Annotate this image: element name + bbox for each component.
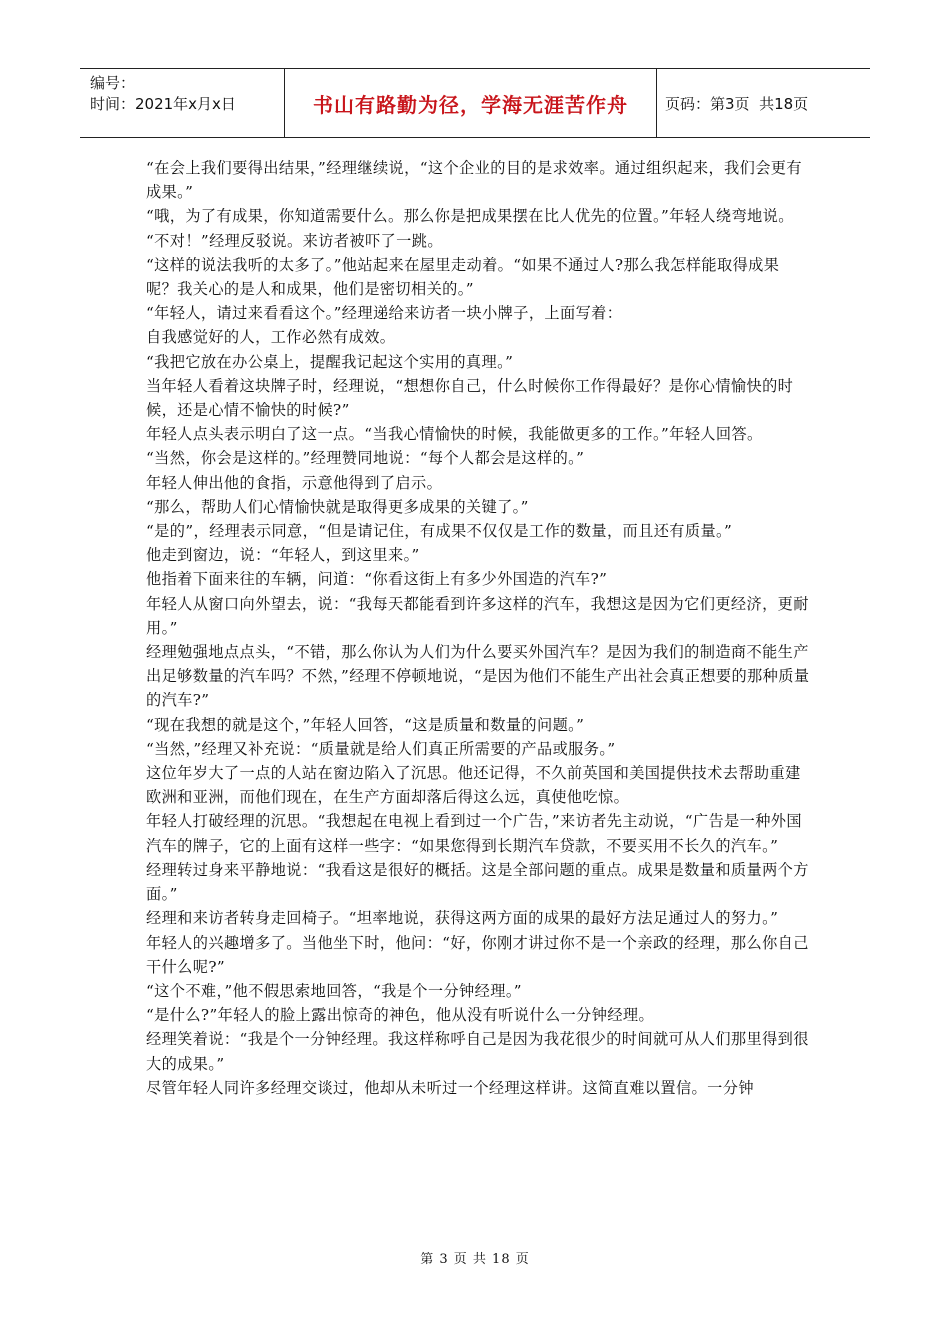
document-date: 时间：2021年x月x日 — [90, 95, 236, 113]
page-footer: 第 3 页 共 18 页 — [420, 1252, 530, 1267]
body-paragraph: 经理笑着说：“我是个一分钟经理。我这样称呼自己是因为我花很少的时间就可从人们那里得到很大的成果。” — [146, 1030, 809, 1073]
document-body — [146, 156, 810, 1100]
document-number-label: 编号： — [90, 74, 136, 92]
body-paragraph: 这位年岁大了一点的人站在窗边陷入了沉思。他还记得，不久前英国和美国提供技术去帮助重建欧洲和亚洲，而他们现在，在生产方面却落后得这么远，真使他吃惊。 — [146, 764, 801, 807]
body-paragraph: 年轻人伸出他的食指，示意他得到了启示。 — [146, 473, 443, 492]
body-paragraph: “那么，帮助人们心情愉快就是取得更多成果的关键了。” — [146, 497, 529, 516]
body-paragraph: 他指着下面来往的车辆，问道：“你看这街上有多少外国造的汽车?” — [146, 570, 608, 589]
header-motto: 书山有路勤为径，学海无涯苦作舟 — [285, 69, 657, 137]
body-paragraph: 经理转过身来平静地说：“我看这是很好的概括。这是全部问题的重点。成果是数量和质量两个方面。” — [146, 860, 809, 904]
body-paragraph: “不对！”经理反驳说。来访者被吓了一跳。 — [146, 231, 443, 250]
body-paragraph: “哦，为了有成果，你知道需要什么。那么你是把成果摆在比人优先的位置。”年轻人绕弯地说。 — [146, 207, 794, 226]
body-paragraph: “我把它放在办公桌上，提醒我记起这个实用的真理。” — [146, 352, 514, 371]
header-meta — [80, 69, 285, 137]
header-page-info: 页码：第3页 共18页 — [665, 94, 809, 113]
body-paragraph: “在会上我们要得出结果，”经理继续说，“这个企业的目的是求效率。通过组织起来，我们会更有成果。” — [146, 159, 802, 202]
body-paragraph: 他走到窗边，说：“年轻人，到这里来。” — [146, 546, 420, 565]
body-paragraph: “当然，你会是这样的。”经理赞同地说：“每个人都会是这样的。” — [146, 449, 585, 468]
body-paragraph: 年轻人点头表示明白了这一点。“当我心情愉快的时候，我能做更多的工作。”年轻人回答。 — [146, 425, 763, 444]
body-paragraph: “现在我想的就是这个，”年轻人回答，“这是质量和数量的问题。” — [146, 715, 585, 734]
body-paragraph: 年轻人的兴趣增多了。当他坐下时，他问：“好，你刚才讲过你不是一个亲政的经理，那么你自己干什么呢?” — [146, 933, 809, 976]
body-paragraph: “年轻人，请过来看看这个。”经理递给来访者一块小牌子，上面写着： — [146, 304, 623, 323]
body-paragraph: 经理勉强地点点头，“不错，那么你认为人们为什么要买外国汽车？是因为我们的制造商不能生产出足够数量的汽车吗？不然，”经理不停顿地说，“是因为他们不能生产出社会真正想要的那种质量的汽车?” — [146, 643, 810, 710]
body-paragraph: 经理和来访者转身走回椅子。“坦率地说，获得这两方面的成果的最好方法足通过人的努力。” — [146, 909, 779, 928]
body-paragraph: 年轻人从窗口向外望去，说：“我每天都能看到许多这样的汽车，我想这是因为它们更经济，更耐用。” — [146, 594, 809, 637]
page-header — [80, 68, 870, 138]
body-paragraph: 尽管年轻人同许多经理交谈过，他却从未听过一个经理这样讲。这简直难以置信。一分钟 — [146, 1078, 754, 1097]
body-paragraph: “是的”，经理表示同意，“但是请记住，有成果不仅仅是工作的数量，而且还有质量。” — [146, 522, 733, 541]
body-paragraph: “当然，”经理又补充说：“质量就是给人们真正所需要的产品或服务。” — [146, 739, 616, 758]
body-paragraph: 年轻人打破经理的沉思。“我想起在电视上看到过一个广告，”来访者先主动说，“广告是一种外国汽车的牌子，它的上面有这样一些字：“如果您得到长期汽车贷款，不要买用不长久的汽车。” — [146, 812, 802, 855]
body-paragraph: 自我感觉好的人，工作必然有成效。 — [146, 328, 396, 347]
body-paragraph: “这样的说法我听的太多了。”他站起来在屋里走动着。“如果不通过人?那么我怎样能取得成果呢？我关心的是人和成果，他们是密切相关的。” — [146, 255, 780, 299]
body-paragraph: 当年轻人看着这块牌子时，经理说，“想想你自己，什么时候你工作得最好？是你心情愉快的时候，还是心情不愉快的时候?” — [146, 376, 794, 420]
body-paragraph: “这个不难，”他不假思索地回答，“我是个一分钟经理。” — [146, 981, 522, 1000]
body-paragraph: “是什么?”年轻人的脸上露出惊奇的神色，他从没有听说什么一分钟经理。 — [146, 1006, 655, 1025]
